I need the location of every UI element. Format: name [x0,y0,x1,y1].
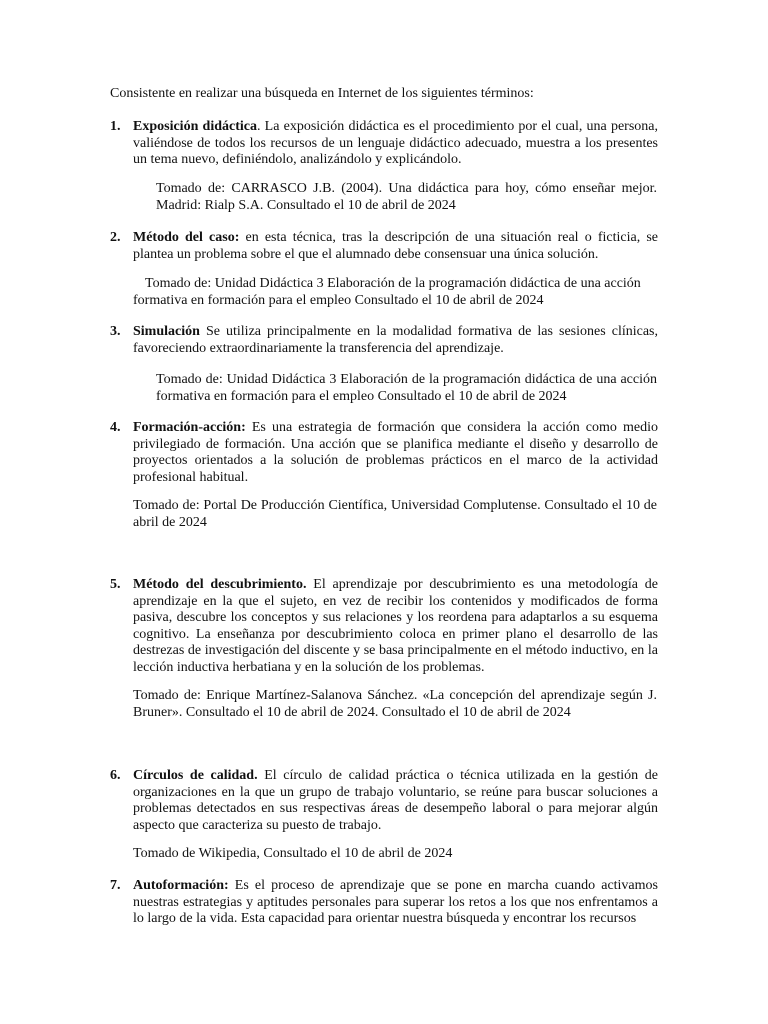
list-item-1 [110,119,658,169]
item-term: Formación-acción: [133,420,246,435]
item-paragraph [133,878,658,928]
item-paragraph [133,119,658,169]
item-number: 3. [110,324,121,339]
item-text: Es el proceso de aprendizaje que se pone en marcha cuando activamos nuestras estrategias y aptitudes personales para superar los retos a los que nos enfrentamos a lo largo de la vida. Esta capacidad para orientar nuestra búsqueda y encontrar los recursos [133,878,658,926]
item-text: Es una estrategia de formación que considera la acción como medio privilegiado de formación. Una acción que se planifica mediante el diseño y desarrollo de proyectos orientados a la solución de problemas prácticos en el marco de la actividad profesional habitual. [133,420,658,485]
item-number: 6. [110,768,121,783]
item-source-2: Tomado de: Unidad Didáctica 3 Elaboración de la programación didáctica de una acción formativa en formación para el empleo Consultado el 10 de abril de 2024 [133,276,641,308]
list-item-4 [110,420,658,486]
item-text: Se utiliza principalmente en la modalidad formativa de las sesiones clínicas, favoreciendo extraordinariamente la transferencia del aprendizaje. [133,324,658,356]
item-paragraph [133,577,658,676]
list-item-3 [110,324,658,357]
item-term: Método del caso: [133,230,240,245]
item-number: 4. [110,420,121,435]
item-text: El aprendizaje por descubrimiento es una metodología de aprendizaje en la que el sujeto, en vez de recibir los contenidos y modificados de forma pasiva, descubre los conceptos y sus relaciones y los reordena para adaptarlos a su esquema cognitivo. La enseñanza por descubrimiento coloca en primer plano el desarrollo de las destrezas de investigación del discente y se basa principalmente en el método inductivo, en la lección inductiva herbatiana y en la solución de los problemas. [133,577,658,675]
list-item-6 [110,768,658,834]
item-term: Método del descubrimiento. [133,577,307,592]
item-text: El círculo de calidad práctica o técnica utilizada en la gestión de organizaciones en la que un grupo de trabajo voluntario, se reúne para buscar soluciones a problemas detectados en sus respectivas áreas de desempeño laboral o para mejorar algún aspecto que caracteriza su puesto de trabajo. [133,768,658,833]
item-term: Exposición didáctica [133,119,257,134]
item-source-1: Tomado de: CARRASCO J.B. (2004). Una didáctica para hoy, cómo enseñar mejor. Madrid: Rialp S.A. Consultado el 10 de abril de 2024 [156,181,657,213]
item-term: Simulación [133,324,200,339]
list-item-2 [110,230,658,263]
item-text: . La exposición didáctica es el procedimiento por el cual, una persona, valiéndose de todos los recursos de un lenguaje didáctico adecuado, muestra a los presentes un tema nuevo, definiéndolo, analizándolo y explicándolo. [133,119,658,167]
item-paragraph [133,230,658,263]
item-number: 5. [110,577,121,592]
item-source-3: Tomado de: Unidad Didáctica 3 Elaboración de la programación didáctica de una acción formativa en formación para el empleo Consultado el 10 de abril de 2024 [156,372,657,404]
intro-paragraph: Consistente en realizar una búsqueda en Internet de los siguientes términos: [110,86,534,101]
item-number: 1. [110,119,121,134]
item-source-5: Tomado de: Enrique Martínez-Salanova Sánchez. «La concepción del aprendizaje según J. Bruner». Consultado el 10 de abril de 2024. Consultado el 10 de abril de 2024 [133,688,657,720]
item-source-4: Tomado de: Portal De Producción Científica, Universidad Complutense. Consultado el 10 de abril de 2024 [133,498,657,530]
list-item-5 [110,577,658,676]
item-number: 7. [110,878,121,893]
item-source-6: Tomado de Wikipedia, Consultado el 10 de abril de 2024 [133,846,453,861]
item-number: 2. [110,230,121,245]
item-paragraph [133,768,658,834]
list-item-7 [110,878,658,928]
item-paragraph [133,324,658,357]
item-text: en esta técnica, tras la descripción de una situación real o ficticia, se plantea un problema sobre el que el alumnado debe consensuar una única solución. [133,230,658,262]
item-term: Autoformación: [133,878,229,893]
item-term: Círculos de calidad. [133,768,258,783]
item-paragraph [133,420,658,486]
